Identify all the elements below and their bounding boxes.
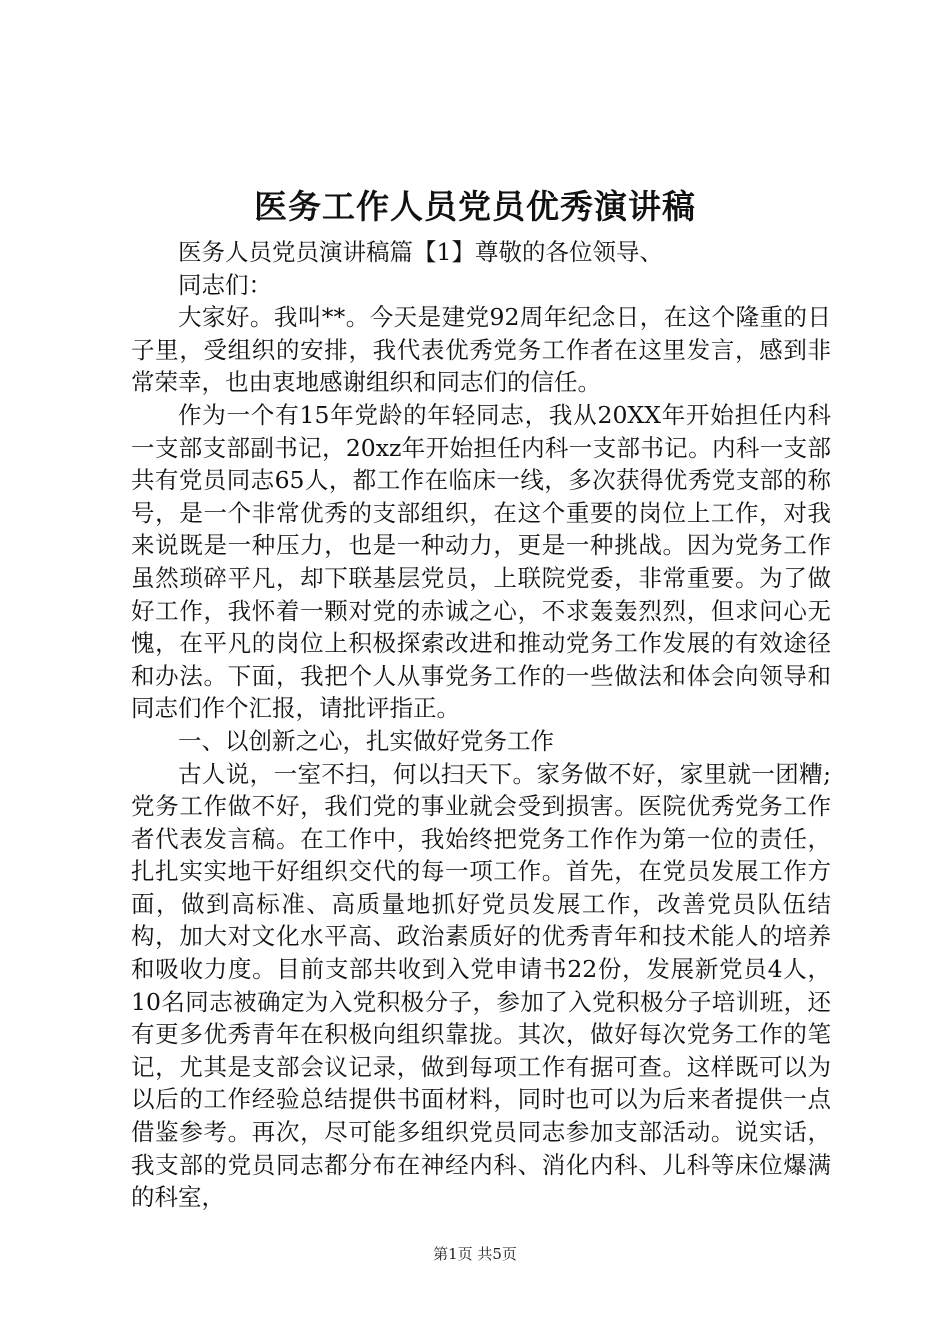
paragraph-section-1: 古人说，一室不扫，何以扫天下。家务做不好，家里就一团糟;党务工作做不好，我们党的事业就会受到损害。医院优秀党务工作者代表发言稿。在工作中，我始终把党务工作作为第一位的责任，扎扎实实地干好组织交代的每一项工作。首先，在党员发展工作方面，做到高标准、高质量地抓好党员发展工作，改善党员队伍结构，加大对文化水平高、政治素质好的优秀青年和技术能人的培养和吸收力度。目前支部共收到入党申请书22份，发展新党员4人，10名同志被确定为入党积极分子，参加了入党积极分子培训班，还有更多优秀青年在积极向组织靠拢。其次，做好每次党务工作的笔记，尤其是支部会议记录，做到每项工作有据可查。这样既可以为以后的工作经验总结提供书面材料，同时也可以为后来者提供一点借鉴参考。再次，尽可能多组织党员同志参加支部活动。说实话，我支部的党员同志都分布在神经内科、消化内科、儿科等床位爆满的科室， (131, 759, 831, 1212)
page-footer: 第1页 共5页 (433, 1245, 517, 1263)
document-title: 医务工作人员党员优秀演讲稿 (254, 187, 696, 226)
paragraph-salutation: 医务人员党员演讲稿篇【1】尊敬的各位领导、 (178, 238, 663, 266)
document-body (131, 236, 831, 1214)
section-heading-1: 一、以创新之心，扎实做好党务工作 (178, 726, 554, 755)
paragraph-greeting: 大家好。我叫**。今天是建党92周年纪念日，在这个隆重的日子里，受组织的安排，我代表优秀党务工作者在这里发言，感到非常荣幸，也由衷地感谢组织和同志们的信任。 (131, 303, 831, 397)
paragraph-background: 作为一个有15年党龄的年轻同志，我从20XX年开始担任内科一支部支部副书记，20xz年开始担任内科一支部书记。内科一支部共有党员同志65人，都工作在临床一线，多次获得优秀党支部的称号，是一个非常优秀的支部组织，在这个重要的岗位上工作，对我来说既是一种压力，也是一种动力，更是一种挑战。因为党务工作虽然琐碎平凡，却下联基层党员，上联院党委，非常重要。为了做好工作，我怀着一颗对党的赤诚之心，不求轰轰烈烈，但求问心无愧，在平凡的岗位上积极探索改进和推动党务工作发展的有效途径和办法。下面，我把个人从事党务工作的一些做法和体会向领导和同志们作个汇报，请批评指正。 (131, 400, 831, 723)
paragraph-comrades: 同志们： (178, 270, 272, 299)
